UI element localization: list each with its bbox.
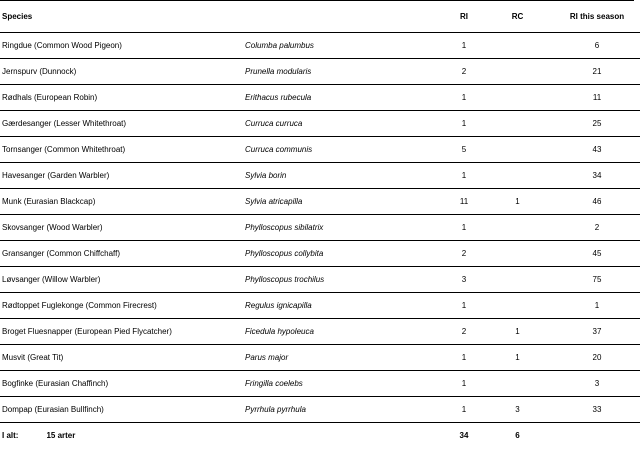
rc-value: [495, 136, 540, 162]
ri-season-value: 25: [592, 118, 602, 128]
ri-season-value: 34: [592, 170, 602, 180]
ri-value: 1: [461, 118, 467, 128]
rc-value: 1: [515, 326, 520, 336]
ri-season-value: 2: [594, 222, 600, 232]
table-row: [0, 136, 640, 162]
ri-value: 1: [461, 92, 467, 102]
header-rc: RC: [511, 12, 524, 22]
species-name: Havesanger (Garden Warbler): [2, 170, 110, 180]
ri-value: 5: [461, 144, 467, 154]
scientific-name: Erithacus rubecula: [245, 92, 312, 102]
ri-season-value: 37: [592, 326, 602, 336]
species-name: Gærdesanger (Lesser Whitethroat): [2, 118, 127, 128]
total-label: I alt:: [2, 430, 19, 440]
total-rc: 6: [515, 430, 520, 440]
table-row: [0, 292, 640, 318]
ri-season-value: 1: [594, 300, 600, 310]
ri-value: 3: [461, 274, 467, 284]
species-name: Skovsanger (Wood Warbler): [2, 222, 103, 232]
rc-value: 1: [515, 352, 520, 362]
rc-value: [495, 266, 540, 292]
scientific-name: Phylloscopus collybita: [245, 248, 324, 258]
total-ri: 34: [459, 430, 469, 440]
table-row: [0, 32, 640, 58]
species-name: Gransanger (Common Chiffchaff): [2, 248, 120, 258]
scientific-name: Curruca curruca: [245, 118, 303, 128]
rc-value: [495, 162, 540, 188]
ri-value: 1: [461, 222, 467, 232]
ri-season-value: 20: [592, 352, 602, 362]
scientific-name: Phylloscopus sibilatrix: [245, 222, 324, 232]
table-row: [0, 162, 640, 188]
table-row: [0, 344, 640, 370]
rc-value: 3: [515, 404, 520, 414]
scientific-name: Columba palumbus: [245, 40, 314, 50]
total-cell: [0, 422, 245, 448]
species-name: Ringdue (Common Wood Pigeon): [2, 40, 122, 50]
rc-value: [495, 292, 540, 318]
scientific-name: Regulus ignicapilla: [245, 300, 312, 310]
rc-value: [495, 110, 540, 136]
header-row: [0, 2, 640, 32]
scientific-name: Phylloscopus trochilus: [245, 274, 325, 284]
ri-season-value: 45: [592, 248, 602, 258]
species-name: Musvit (Great Tit): [2, 352, 64, 362]
ri-season-value: 75: [592, 274, 602, 284]
scientific-name: Fringilla coelebs: [245, 378, 303, 388]
ri-season-value: 21: [592, 66, 602, 76]
scientific-name: Ficedula hypoleuca: [245, 326, 314, 336]
scientific-name: Curruca communis: [245, 144, 313, 154]
ri-season-value: 11: [592, 92, 602, 102]
species-name: Munk (Eurasian Blackcap): [2, 196, 96, 206]
total-empty: [245, 422, 415, 448]
species-name: Tornsanger (Common Whitethroat): [2, 144, 126, 154]
ri-season-value: 6: [594, 40, 600, 50]
top-rule: [0, 0, 634, 1]
species-name: Løvsanger (Willow Warbler): [2, 274, 101, 284]
header-scientific: [245, 2, 415, 32]
total-count: 15 arter: [46, 430, 76, 440]
table-row: [0, 240, 640, 266]
table-row: [0, 396, 640, 422]
header-ri: RI: [460, 12, 468, 22]
table-row: [0, 318, 640, 344]
table-row: [0, 370, 640, 396]
species-name: Broget Fluesnapper (European Pied Flycatcher): [2, 326, 172, 336]
ri-season-value: 33: [592, 404, 602, 414]
scientific-name: Pyrrhula pyrrhula: [245, 404, 306, 414]
table-row: [0, 214, 640, 240]
species-name: Rødhals (European Robin): [2, 92, 98, 102]
species-name: Bogfinke (Eurasian Chaffinch): [2, 378, 109, 388]
ri-value: 11: [459, 196, 469, 206]
rc-value: [495, 32, 540, 58]
scientific-name: Parus major: [245, 352, 289, 362]
scientific-name: Prunella modularis: [245, 66, 312, 76]
ri-value: 1: [461, 40, 467, 50]
scientific-name: Sylvia atricapilla: [245, 196, 303, 206]
total-row: [0, 422, 640, 448]
ri-value: 2: [461, 248, 467, 258]
scientific-name: Sylvia borin: [245, 170, 287, 180]
ri-value: 2: [461, 326, 467, 336]
species-name: Dompap (Eurasian Bullfinch): [2, 404, 104, 414]
table-row: [0, 84, 640, 110]
table-row: [0, 266, 640, 292]
ri-season-value: 43: [592, 144, 602, 154]
species-table: [0, 2, 640, 448]
table-row: [0, 188, 640, 214]
header-ri-season: RI this season: [569, 12, 625, 22]
rc-value: [495, 84, 540, 110]
rc-value: [495, 240, 540, 266]
species-name: Jernspurv (Dunnock): [2, 66, 77, 76]
species-name: Rødtoppet Fuglekonge (Common Firecrest): [2, 300, 157, 310]
total-season: [540, 422, 640, 448]
ri-value: 1: [461, 170, 467, 180]
table-row: [0, 110, 640, 136]
ri-value: 2: [461, 66, 467, 76]
rc-value: [495, 370, 540, 396]
ri-value: 1: [461, 404, 467, 414]
table-row: [0, 58, 640, 84]
ri-value: 1: [461, 300, 467, 310]
ri-season-value: 3: [594, 378, 600, 388]
ri-value: 1: [461, 352, 467, 362]
header-species: Species: [2, 12, 33, 22]
rc-value: 1: [515, 196, 520, 206]
ri-season-value: 46: [592, 196, 602, 206]
ri-value: 1: [461, 378, 467, 388]
rc-value: [495, 58, 540, 84]
rc-value: [495, 214, 540, 240]
